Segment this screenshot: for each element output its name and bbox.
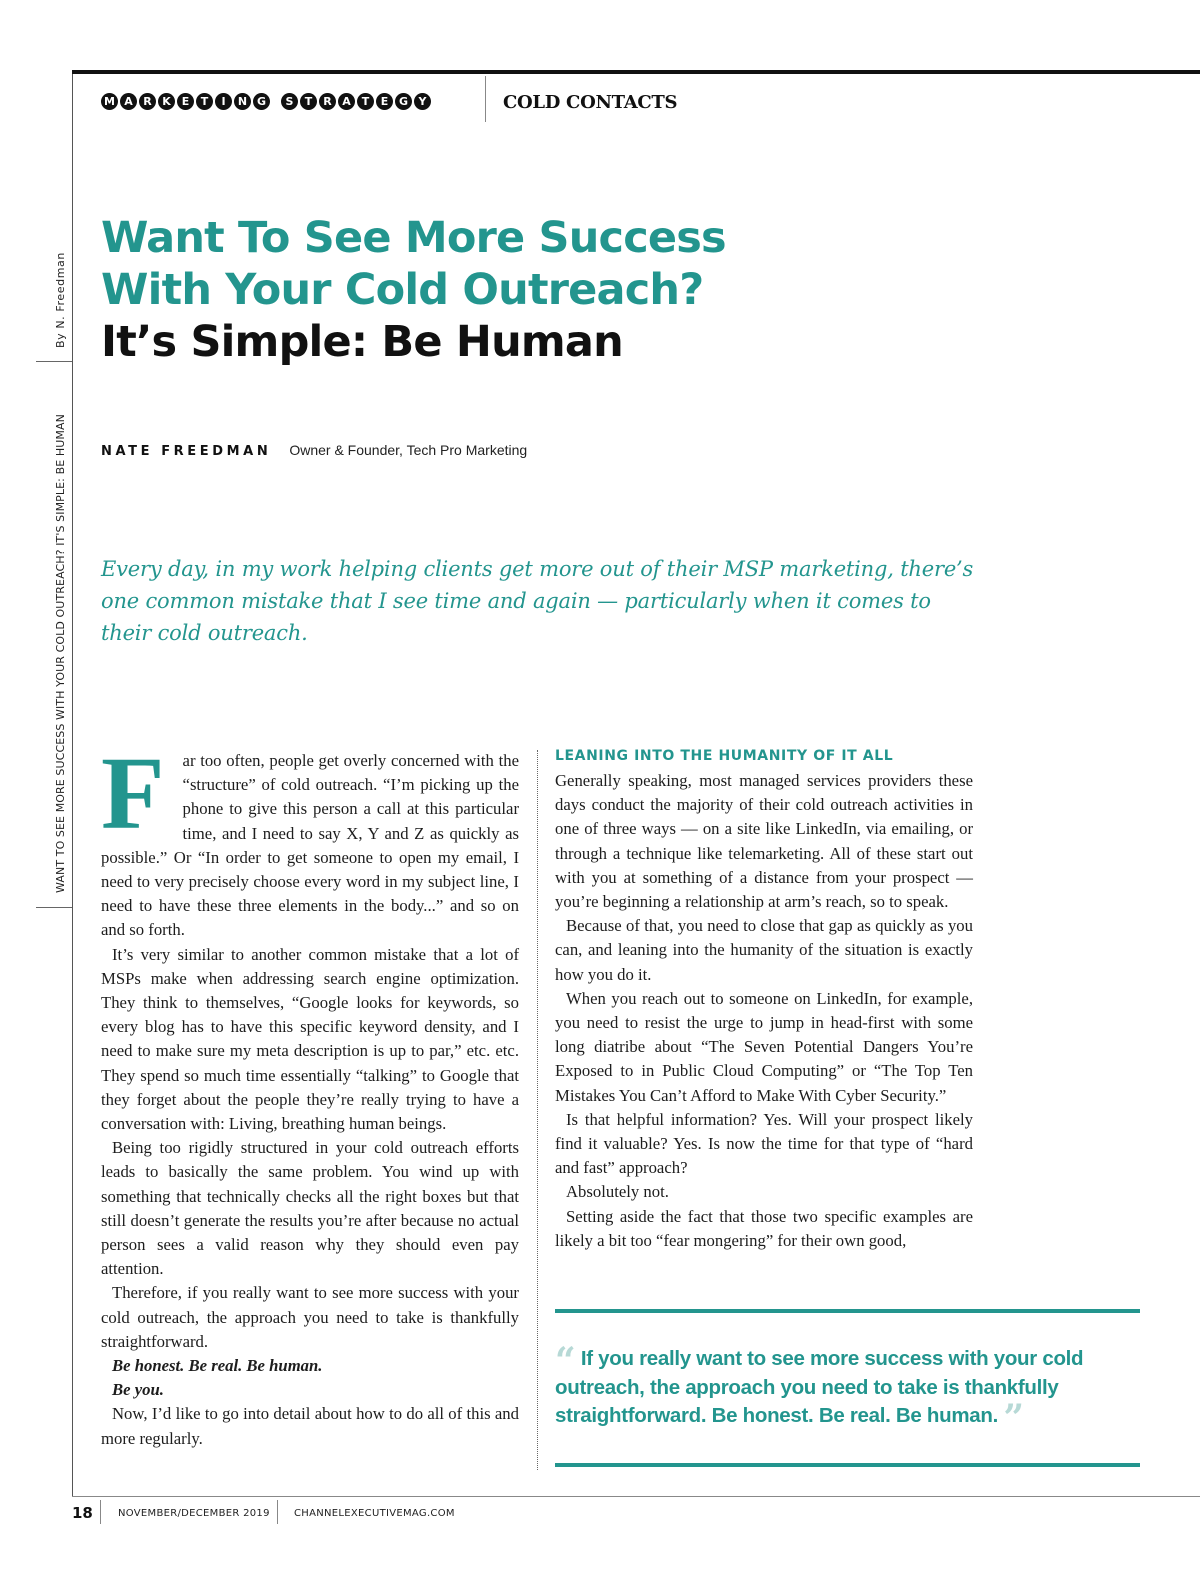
section-tag-letter: T xyxy=(196,93,213,110)
side-running-title: WANT TO SEE MORE SUCCESS WITH YOUR COLD OUTREACH? IT'S SIMPLE: BE HUMAN xyxy=(54,414,67,893)
headline-line-2: With Your Cold Outreach? xyxy=(101,265,704,315)
paragraph: Is that helpful information? Yes. Will your prospect likely find it valuable? Yes. Is now the time for that type of “hard and fast” approach? xyxy=(555,1109,973,1178)
footer-rule xyxy=(72,1496,1200,1497)
article-deck: Every day, in my work helping clients get more out of their MSP marketing, there’s one common mistake that I see time and again — particularly when it comes to their cold outreach. xyxy=(101,557,974,645)
side-divider-bottom xyxy=(36,907,72,908)
header-divider xyxy=(485,76,486,122)
section-tag-letter: R xyxy=(319,93,336,110)
paragraph: Because of that, you need to close that gap as quickly as you can, and leaning into the humanity of the situation is exactly how you do it. xyxy=(555,916,973,984)
section-tag-letter: S xyxy=(281,93,298,110)
headline-line-3: It’s Simple: Be Human xyxy=(101,317,623,367)
drop-cap: F xyxy=(101,736,165,851)
open-quote-icon: “ xyxy=(555,1340,576,1382)
section-tag-letter: A xyxy=(120,93,137,110)
paragraph: Generally speaking, most managed services providers these days conduct the majority of their cold outreach activities in one of three ways — on a site like LinkedIn, via emailing, or through a technique like telemarketing. All of these start out with you at something of a distance from your prospect — you’re beginning a relationship at arm’s reach, so to speak. xyxy=(555,771,973,912)
side-byline: By N. Freedman xyxy=(54,252,67,348)
section-tag-letter: T xyxy=(357,93,374,110)
top-rule xyxy=(72,70,1200,74)
section-tag-word xyxy=(101,93,270,110)
section-tag-letter: K xyxy=(158,93,175,110)
page-number: 18 xyxy=(72,1504,93,1522)
website: CHANNELEXECUTIVEMAG.COM xyxy=(294,1508,455,1519)
right-column xyxy=(555,769,973,1253)
paragraph: When you reach out to someone on LinkedIn, for example, you need to resist the urge to jump in head-first with some long diatribe about “The Seven Potential Dangers You’re Exposed to in Public Cloud Computing” or “The Top Ten Mistakes You Can’t Afford to Make With Cyber Security.” xyxy=(555,988,973,1105)
section-tag-letter: T xyxy=(300,93,317,110)
close-quote-icon: ” xyxy=(1003,1397,1024,1439)
section-title: COLD CONTACTS xyxy=(503,92,678,113)
paragraph: ar too often, people get overly concerned with the “structure” of cold outreach. “I’m picking up the phone to give this person a call at this particular time, and I need to say X, Y and Z as quickly as possible.” Or “In order to get someone to open my email, I need to very precisely choose every word in my subject line, I need to have these three elements in the body...” and so on and so forth. xyxy=(101,751,519,940)
pull-quote-rule-bottom xyxy=(555,1463,1140,1467)
footer-divider xyxy=(277,1500,278,1524)
subhead: LEANING INTO THE HUMANITY OF IT ALL xyxy=(555,748,894,764)
paragraph: Being too rigidly structured in your cold outreach efforts leads to basically the same problem. You wind up with something that technically checks all the right boxes but that still doesn’t generate the results you’re after because no actual person sees a valid reason why they should even pay attention. xyxy=(101,1138,519,1279)
side-divider xyxy=(36,361,72,362)
left-margin-rule xyxy=(72,74,73,1496)
section-tag-letter: Y xyxy=(414,93,431,110)
author-name: NATE FREEDMAN xyxy=(101,444,272,459)
paragraph: Now, I’d like to go into detail about how to do all of this and more regularly. xyxy=(101,1404,519,1448)
section-tag-word xyxy=(281,93,431,110)
left-column xyxy=(101,736,519,1451)
author-byline xyxy=(101,442,527,459)
section-tag-letter: E xyxy=(376,93,393,110)
section-tag-letter: A xyxy=(338,93,355,110)
paragraph: Setting aside the fact that those two specific examples are likely a bit too “fear mongering” for their own good, xyxy=(555,1206,973,1250)
footer-divider xyxy=(100,1500,101,1524)
pull-quote xyxy=(555,1340,1115,1439)
section-tag-letter: G xyxy=(253,93,270,110)
pull-quote-text: If you really want to see more success with your cold outreach, the approach you need to take is thankfully straightforward. Be honest. Be real. Be human. xyxy=(555,1347,1084,1427)
emphasis-line: Be honest. Be real. Be human. xyxy=(112,1356,323,1376)
issue-date: NOVEMBER/DECEMBER 2019 xyxy=(118,1508,270,1519)
section-tag-letter: E xyxy=(177,93,194,110)
section-tag xyxy=(101,93,431,110)
paragraph: Absolutely not. xyxy=(566,1182,669,1202)
paragraph: It’s very similar to another common mistake that a lot of MSPs make when addressing search engine optimization. They think to themselves, “Google looks for keywords, so every blog has to have this specific keyword density, and I need to make sure my meta description is up to par,” etc. etc. They spend so much time essentially “talking” to Google that they forget about the people they’re really trying to have a conversation with: Living, breathing human beings. xyxy=(101,944,519,1134)
section-tag-letter: R xyxy=(139,93,156,110)
section-tag-letter: I xyxy=(215,93,232,110)
section-tag-letter: G xyxy=(395,93,412,110)
emphasis-line: Be you. xyxy=(112,1380,164,1400)
author-role: Owner & Founder, Tech Pro Marketing xyxy=(289,442,528,458)
paragraph: Therefore, if you really want to see more success with your cold outreach, the approach you need to take is thankfully straightforward. xyxy=(101,1283,519,1351)
headline xyxy=(101,212,821,368)
headline-line-1: Want To See More Success xyxy=(101,213,726,263)
section-tag-letter: M xyxy=(101,93,118,110)
pull-quote-rule-top xyxy=(555,1309,1140,1313)
column-divider xyxy=(537,750,538,1470)
section-tag-letter: N xyxy=(234,93,251,110)
